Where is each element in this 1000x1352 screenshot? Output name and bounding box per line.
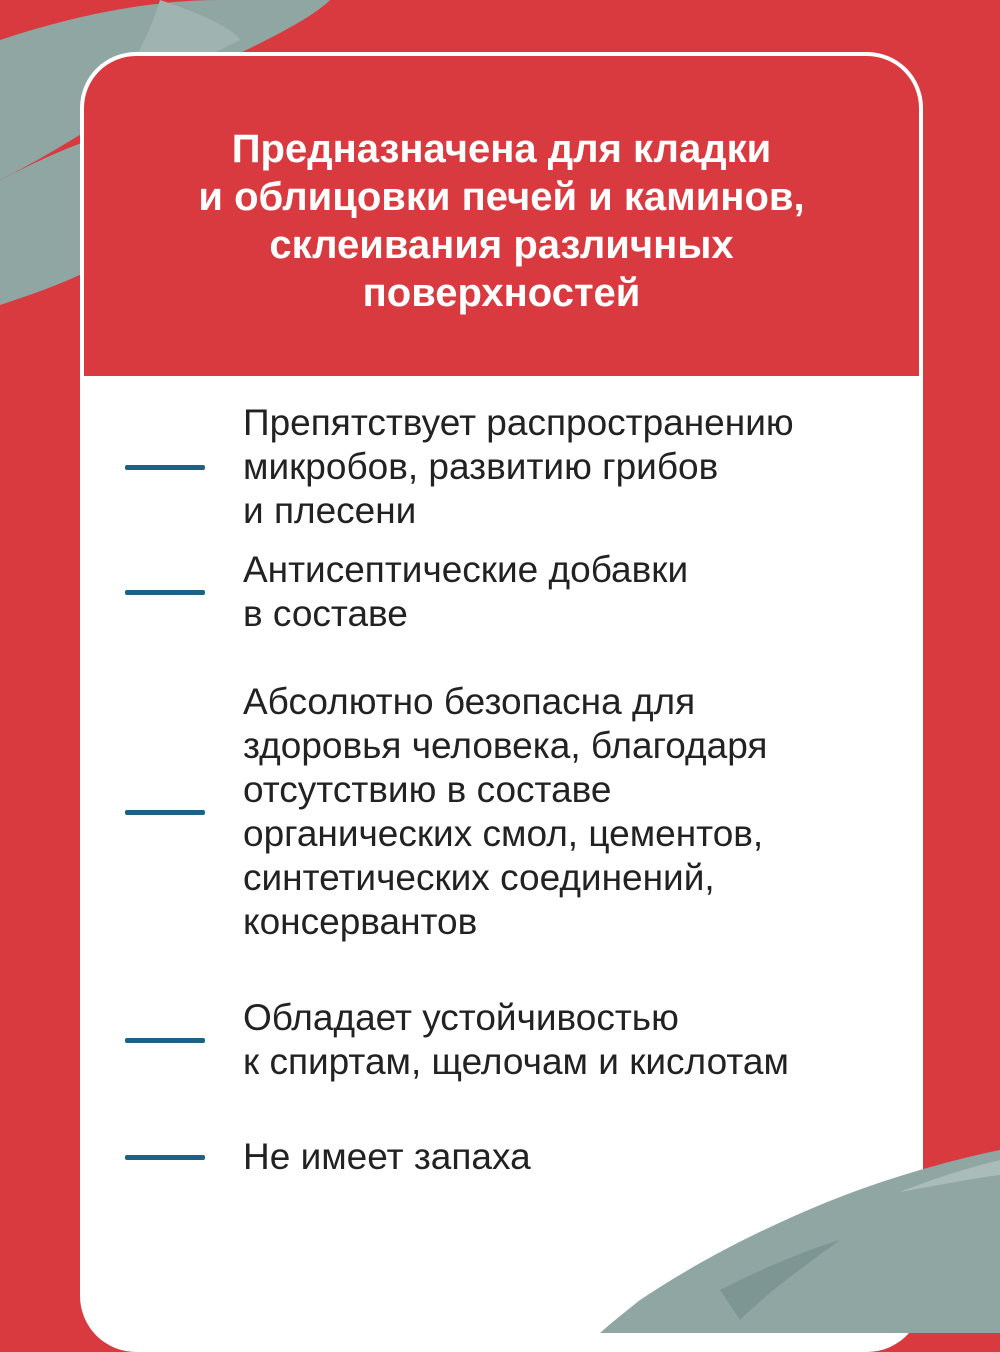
feature-text: Абсолютно безопасна для здоровья человека, благодаря отсутствию в составе органических смол, цементов, синтетических соединений, консервантов — [243, 681, 768, 942]
feature-text: Антисептические добавки в составе — [243, 549, 689, 634]
feature-item — [125, 672, 915, 952]
dash-bullet-icon — [125, 465, 205, 470]
dash-bullet-icon — [125, 1038, 205, 1043]
feature-text: Не имеет запаха — [243, 1136, 531, 1177]
feature-item — [125, 372, 915, 562]
feature-text: Обладает устойчивостью к спиртам, щелочам и кислотам — [243, 997, 789, 1082]
feature-list — [80, 52, 923, 1352]
feature-card — [80, 52, 923, 1352]
feature-item — [125, 1127, 915, 1187]
dash-bullet-icon — [125, 590, 205, 595]
dash-bullet-icon — [125, 810, 205, 815]
feature-text: Препятствует распространению микробов, развитию грибов и плесени — [243, 402, 794, 531]
header-title: Предназначена для кладки и облицовки печей и каминов, склеивания различных поверхностей — [198, 127, 805, 315]
feature-item — [125, 990, 915, 1090]
dash-bullet-icon — [125, 1155, 205, 1160]
feature-item — [125, 542, 915, 642]
